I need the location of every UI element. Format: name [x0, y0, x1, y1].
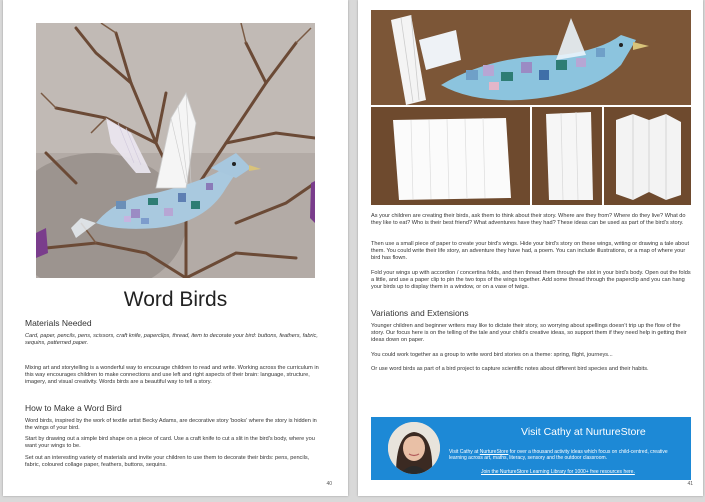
- right-page: [358, 0, 703, 496]
- variations-paragraph: You could work together as a group to write word bird stories on a theme: spring, flight, journeys...: [371, 352, 613, 358]
- intro-paragraph: Mixing art and storytelling is a wonderful way to encourage children to read and write. Working across the curriculum in this way encourages children to make connections and use left and right aspects of their brain: language, structure, imagery, and visual creativity. Words birds are a beautiful way to tell a story.: [25, 365, 319, 386]
- variations-heading: Variations and Extensions: [371, 308, 469, 318]
- banner-text-suffix: for over a thousand activity ideas which focus on child-centred, creative learning across art, maths, literacy, sensory and the outdoor classroom.: [449, 449, 668, 462]
- banner-title[interactable]: Visit Cathy at NurtureStore: [521, 426, 646, 438]
- variations-paragraph: Or use word birds as part of a bird project to capture scientific notes about different bird species and their habits.: [371, 366, 649, 372]
- howto-heading: How to Make a Word Bird: [25, 403, 122, 413]
- wings-paragraph: Then use a small piece of paper to create your bird's wings. Hide your bird's story on these wings, writing or drawing a tale about them. You could write their life story, an adventure they have had, a poem. You can include illustrations, or a map of where your bird has flown.: [371, 241, 690, 262]
- left-page: [3, 0, 348, 496]
- banner-text-prefix: Visit Cathy at: [449, 449, 480, 455]
- story-paragraph: As your children are creating their birds, ask them to think about their story. Where are they from? Where do they live? What do they like to eat? Who is their best friend? What adventures have they had? These ideas can be used as part of the bird's story.: [371, 213, 686, 227]
- word-bird-photo: [36, 23, 315, 278]
- nurturestore-banner: [371, 417, 691, 480]
- howto-paragraph: Word birds, inspired by the work of textile artist Becky Adams, are decorative story 'books' where the story is hidden in the wings of your bird.: [25, 418, 317, 432]
- howto-paragraph: Start by drawing out a simple bird shape on a piece of card. Use a craft knife to cut a slit in the bird's body, where you want your wings to be.: [25, 436, 315, 450]
- materials-heading: Materials Needed: [25, 318, 92, 328]
- folding-paragraph: Fold your wings up with accordion / concertina folds, and then thread them through the slot in your bird's body. Open out the folds a little, and use a paper clip to pin the two tops of the wings together. Add some thread through the paperclip and you can hang your birds up to display them in a window, or on a vase of twigs.: [371, 270, 691, 291]
- page-title: Word Birds: [123, 288, 228, 311]
- join-library-link[interactable]: Join the NurtureStore Learning Library for 1000+ free resources here.: [481, 469, 635, 475]
- banner-text: [449, 449, 671, 462]
- variations-paragraph: Younger children and beginner writers may like to dictate their story, so worrying about spellings doesn't trip up the flow of the story. Our focus here is on the telling of the tale and your child's creative ideas, so support them if they need help in getting their ideas down on paper.: [371, 323, 687, 344]
- page-number: 40: [326, 481, 332, 487]
- materials-text: Card, paper, pencils, pens, scissors, craft knife, paperclips, thread, item to decorate your bird: buttons, feathers, fabric, sequins, patterned paper.: [25, 333, 318, 347]
- nurturestore-link[interactable]: NurtureStore: [479, 449, 509, 455]
- howto-paragraph: Set out an interesting variety of materials and invite your children to use them to decorate their birds: pens, pencils, fabric, coloured collage paper, feathers, buttons, sequins.: [25, 455, 310, 469]
- word-bird-photo-collage: [371, 10, 691, 205]
- author-avatar: [388, 422, 440, 474]
- page-number: 41: [687, 481, 693, 487]
